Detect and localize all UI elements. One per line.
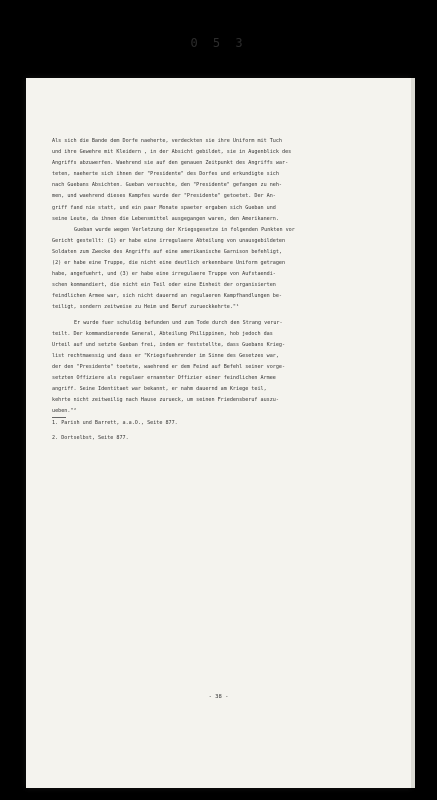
body-line: Angriffs abzuwerfen. Waehrend sie auf den genauen Zeitpunkt des Angriffs war-: [52, 160, 289, 167]
footnote: 1. Parish und Barrett, a.a.O., Seite 877.: [52, 420, 178, 427]
document-body: [52, 136, 377, 445]
body-line: kehrte nicht zeitweilig nach Hause zurueck, um seinen Friedensberuf auszu-: [52, 397, 279, 404]
body-line: Gueban wurde wegen Verletzung der Kriegsgesetze in folgenden Punkten vor: [74, 226, 295, 233]
body-line: Als sich die Bande dem Dorfe naeherte, verdeckten sie ihre Uniform mit Tuch: [52, 138, 283, 144]
body-line: Gericht gestellt: (1) er habe eine irregulaere Abteilung von unausgebildeten: [52, 237, 286, 244]
body-line: teiligt, sondern zeitweise zu Heim und Beruf zurueckkehrte."¹: [52, 304, 240, 311]
body-line: Soldaten zum Zwecke des Angriffs auf eine amerikanische Garnison befehligt,: [52, 248, 283, 255]
body-line: Urteil auf und setzte Gueban frei, indem er feststellte, dass Guebans Krieg-: [52, 341, 286, 348]
page-number: - 38 -: [208, 694, 229, 700]
body-line: schen kommandiert, die nicht ein Teil oder eine Einheit der organisierten: [52, 282, 276, 289]
body-line: seine Leute, da ihnen die Lebensmittel ausgegangen waren, den Amerikanern.: [52, 215, 279, 222]
body-line: angriff. Seine Identitaet war bekannt, er nahm dauernd am Kriege teil,: [52, 386, 267, 393]
body-line: und ihre Gewehre mit Kleidern , in der Absicht gebildet, sie in Augenblick des: [52, 149, 292, 156]
body-line: teilt. Der kommandierende General, Abteilung Philippinen, hob jedoch das: [52, 330, 273, 337]
body-line: men, und waehrend dieses Kampfes wurde der "Presidente" getoetet. Der An-: [52, 193, 276, 200]
body-line: feindlichen Armee war, sich nicht dauernd an regulaeren Kampfhandlungen be-: [52, 293, 283, 300]
page-edge: [411, 78, 415, 788]
body-line: setzten Offiziere als regulaer ernannter Offizier einer feindlichen Armee: [52, 374, 276, 381]
body-line: habe, angefuehrt, und (3) er habe eine irregulaere Truppe von Aufstaendi-: [52, 271, 276, 278]
body-line: ueben."²: [52, 408, 77, 415]
body-line: list rechtmaessig und dass er "Kriegsfuehrender im Sinne des Gesetzes war,: [52, 352, 279, 359]
body-line: (2) er habe eine Truppe, die nicht eine deutlich erkennbare Uniform getragen: [52, 260, 286, 267]
footnote: 2. Dortselbst, Seite 877.: [52, 435, 129, 442]
body-line: nach Guebans Absichten. Gueban versuchte, den "Presidente" gefangen zu neh-: [52, 182, 283, 189]
body-line: griff fand nie statt, und ein paar Monate spaeter ergaben sich Gueban und: [52, 204, 276, 211]
body-line: Er wurde fuer schuldig befunden und zum Tode durch den Strang verur-: [74, 319, 283, 326]
body-line: teten, naeherte sich ihnen der "Presidente" des Dorfes und erkundigte sich: [52, 171, 279, 178]
archive-number: 0 5 3: [190, 36, 247, 50]
body-line: der den "Presidente" toetete, waehrend er dem Feind auf Befehl seiner vorge-: [52, 363, 286, 370]
